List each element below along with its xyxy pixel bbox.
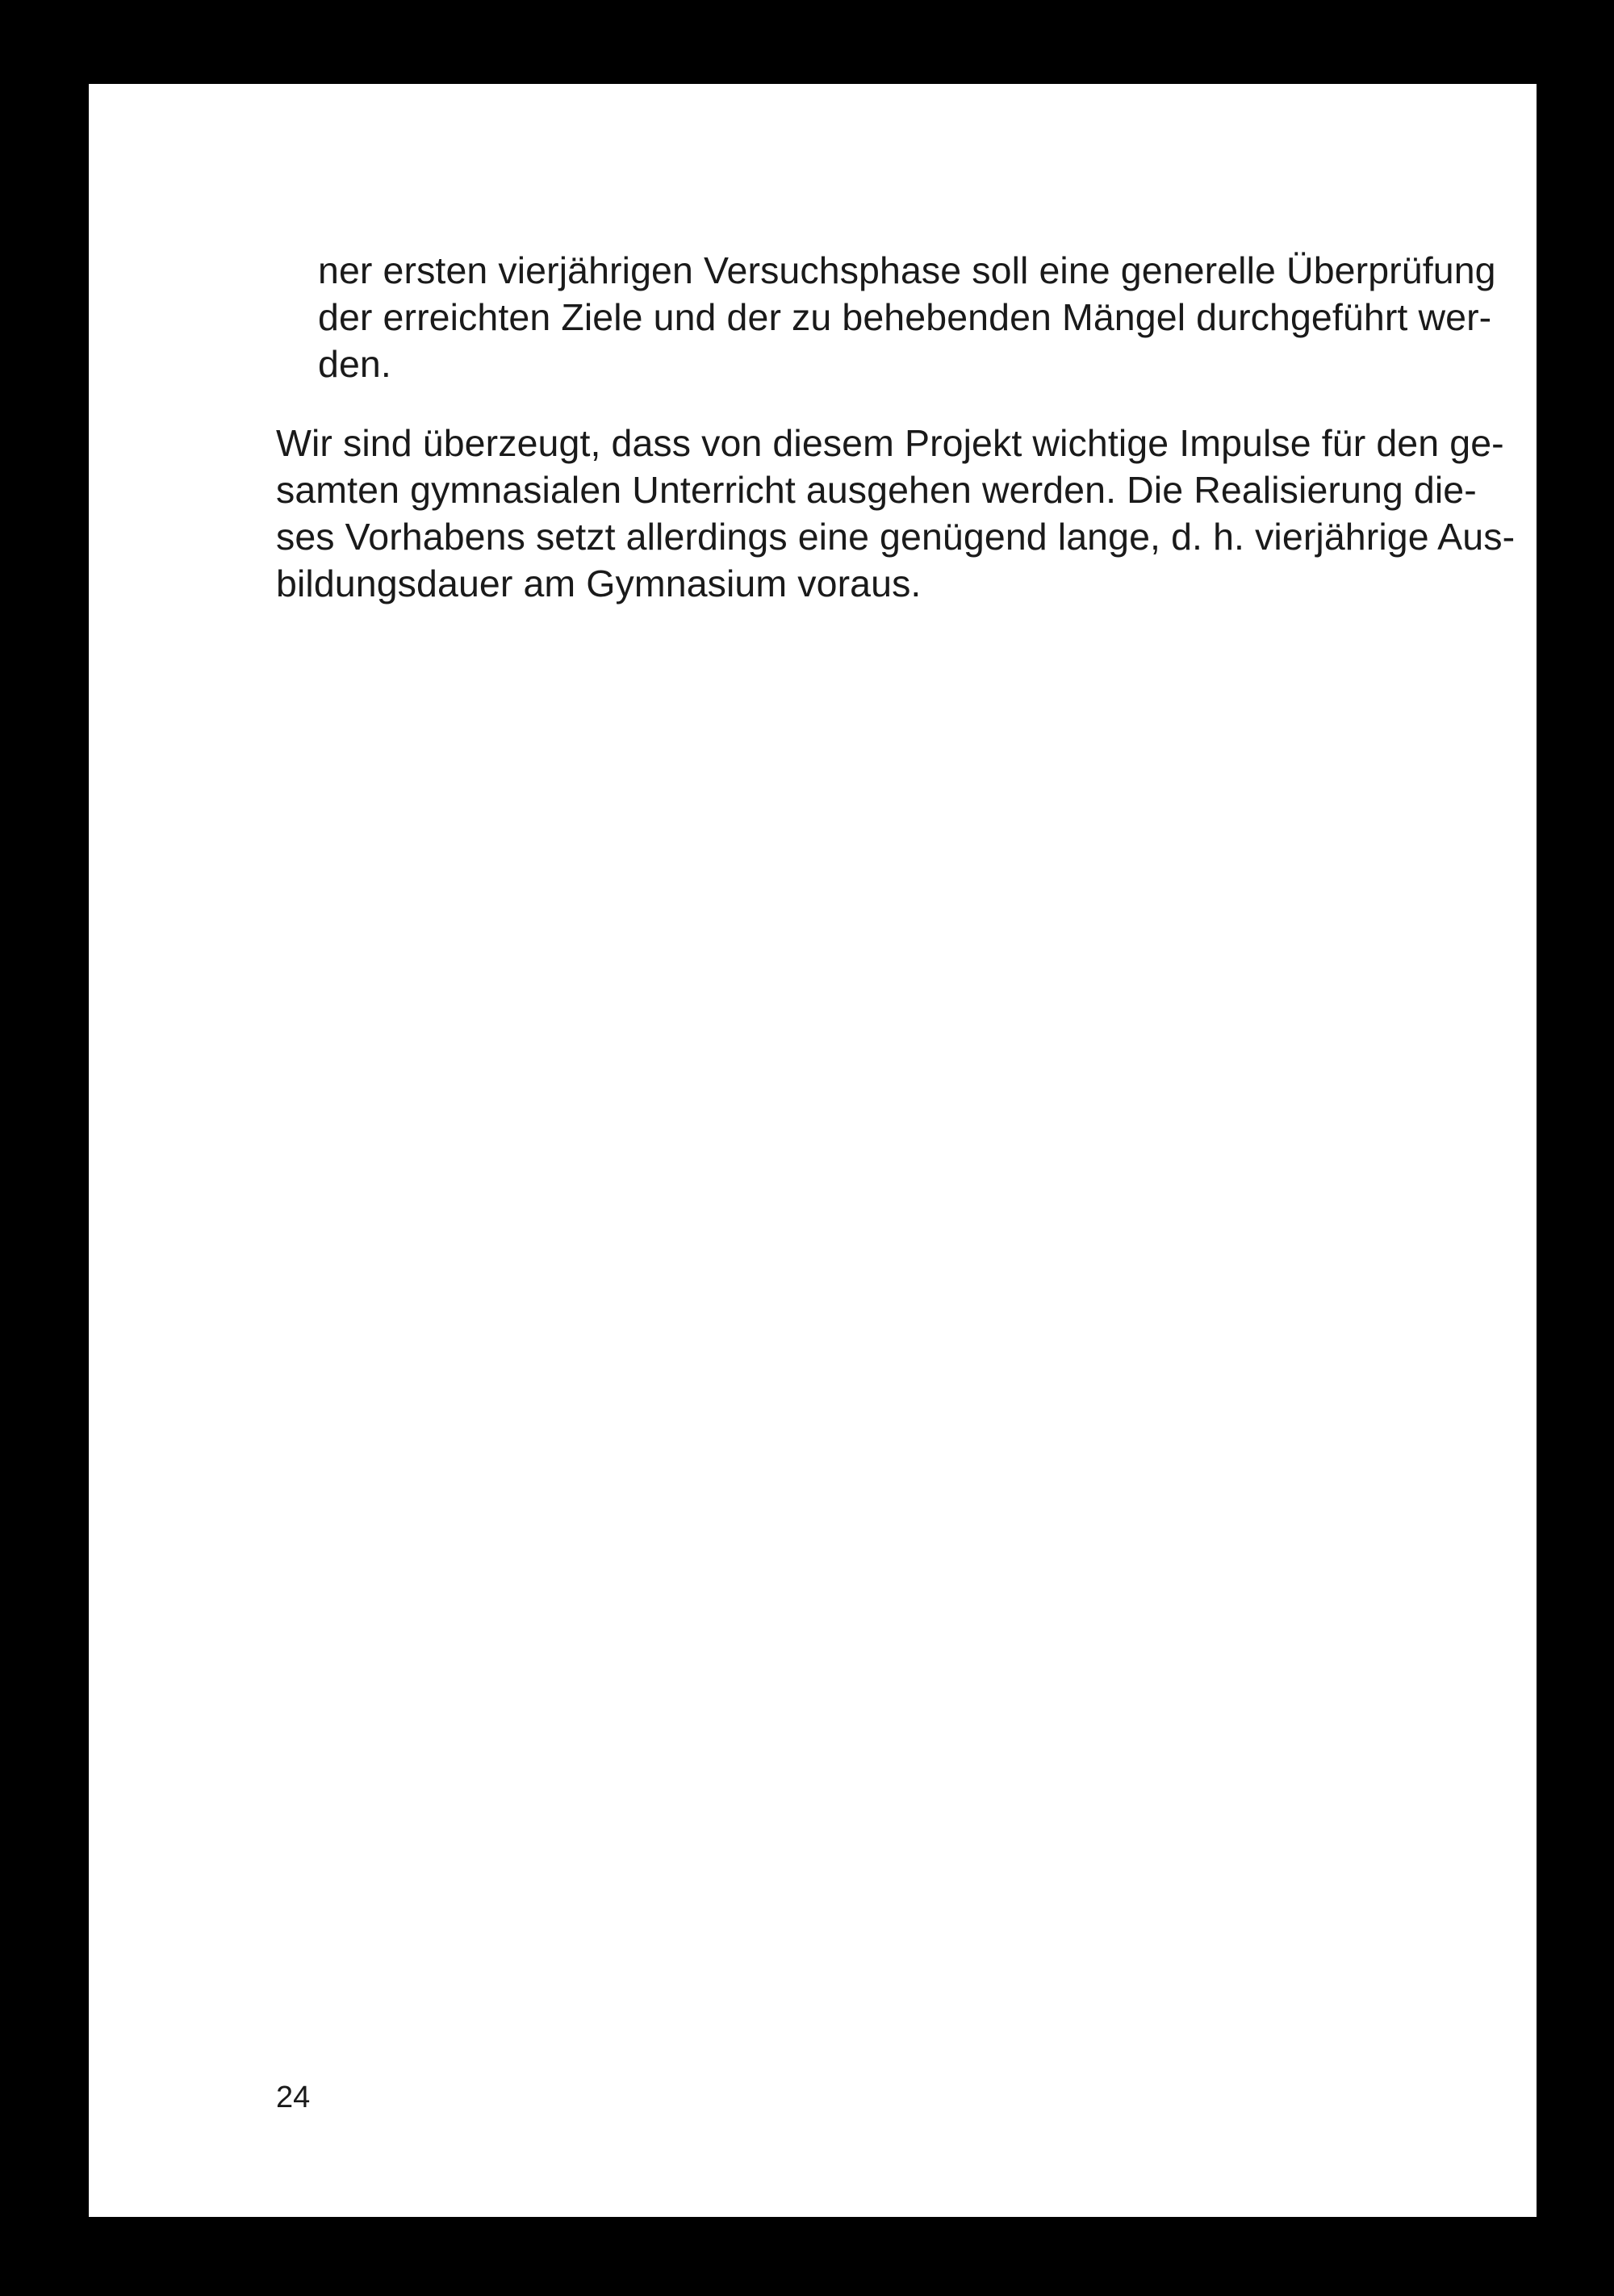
paragraph-line: der erreichten Ziele und der zu behebenden Mängel durchgeführt wer- <box>318 296 1492 338</box>
paragraph-line: Wir sind überzeugt, dass von diesem Projekt wichtige Impulse für den ge- <box>276 422 1504 464</box>
paragraph-continued <box>318 247 1496 387</box>
paragraph-line: samten gymnasialen Unterricht ausgehen werden. Die Realisierung die- <box>276 469 1477 511</box>
paragraph-line: ses Vorhabens setzt allerdings eine genügend lange, d. h. vierjährige Aus- <box>276 516 1516 558</box>
paragraph-line: ner ersten vierjährigen Versuchsphase soll eine generelle Überprüfung <box>318 249 1496 291</box>
paragraph-line: den. <box>318 343 391 385</box>
page-number: 24 <box>276 2081 311 2114</box>
paragraph-line: bildungsdauer am Gymnasium voraus. <box>276 562 922 604</box>
document-page <box>89 84 1537 2217</box>
paragraph-conclusion <box>276 420 1516 607</box>
